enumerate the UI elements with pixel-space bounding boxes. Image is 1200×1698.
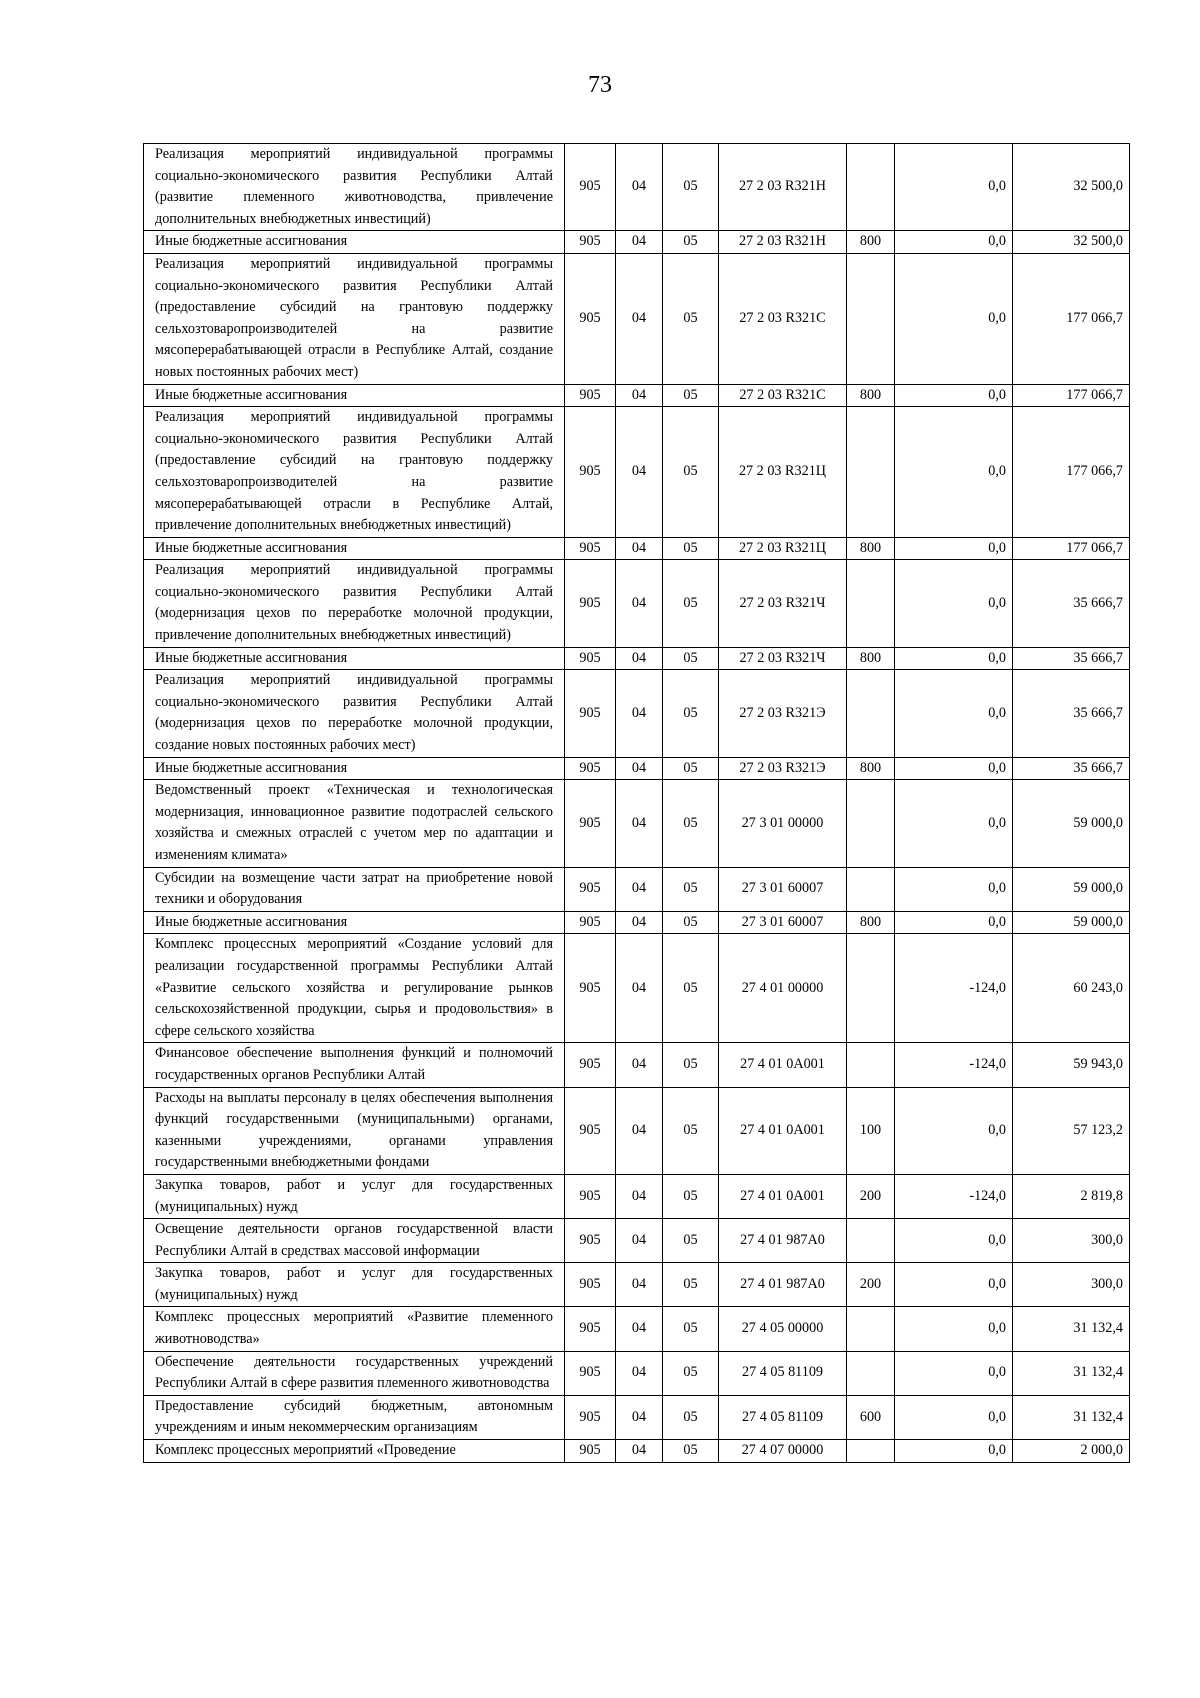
expense-type-cell <box>847 560 895 647</box>
target-article-cell: 27 3 01 60007 <box>719 867 847 911</box>
change-amount-cell: 0,0 <box>895 867 1013 911</box>
expense-type-cell: 100 <box>847 1087 895 1174</box>
ministry-code-cell: 905 <box>565 647 616 670</box>
ministry-code-cell: 905 <box>565 1395 616 1439</box>
subsection-code-cell: 05 <box>663 1351 719 1395</box>
change-amount-cell: 0,0 <box>895 1440 1013 1463</box>
total-amount-cell: 300,0 <box>1013 1263 1130 1307</box>
table-row <box>144 647 1130 670</box>
total-amount-cell: 59 000,0 <box>1013 911 1130 934</box>
total-amount-cell: 57 123,2 <box>1013 1087 1130 1174</box>
expense-type-cell <box>847 934 895 1043</box>
expense-type-cell: 200 <box>847 1263 895 1307</box>
section-code-cell: 04 <box>616 560 663 647</box>
row-name-cell: Закупка товаров, работ и услуг для государственных (муниципальных) нужд <box>144 1174 565 1218</box>
expense-type-cell <box>847 1351 895 1395</box>
row-name-cell: Субсидии на возмещение части затрат на приобретение новой техники и оборудования <box>144 867 565 911</box>
ministry-code-cell: 905 <box>565 231 616 254</box>
change-amount-cell: -124,0 <box>895 934 1013 1043</box>
ministry-code-cell: 905 <box>565 867 616 911</box>
expense-type-cell <box>847 1440 895 1463</box>
subsection-code-cell: 05 <box>663 1174 719 1218</box>
ministry-code-cell: 905 <box>565 911 616 934</box>
subsection-code-cell: 05 <box>663 757 719 780</box>
expense-type-cell <box>847 867 895 911</box>
ministry-code-cell: 905 <box>565 560 616 647</box>
subsection-code-cell: 05 <box>663 780 719 867</box>
section-code-cell: 04 <box>616 867 663 911</box>
target-article-cell: 27 2 03 R321С <box>719 384 847 407</box>
section-code-cell: 04 <box>616 1263 663 1307</box>
table-row <box>144 537 1130 560</box>
row-name-cell: Закупка товаров, работ и услуг для государственных (муниципальных) нужд <box>144 1263 565 1307</box>
section-code-cell: 04 <box>616 647 663 670</box>
ministry-code-cell: 905 <box>565 1043 616 1087</box>
section-code-cell: 04 <box>616 757 663 780</box>
target-article-cell: 27 3 01 60007 <box>719 911 847 934</box>
section-code-cell: 04 <box>616 1395 663 1439</box>
target-article-cell: 27 2 03 R321Ц <box>719 537 847 560</box>
subsection-code-cell: 05 <box>663 253 719 384</box>
table-row <box>144 1440 1130 1463</box>
row-name-cell: Финансовое обеспечение выполнения функций и полномочий государственных органов Республики Алтай <box>144 1043 565 1087</box>
row-name-cell: Иные бюджетные ассигнования <box>144 231 565 254</box>
subsection-code-cell: 05 <box>663 911 719 934</box>
target-article-cell: 27 2 03 R321Н <box>719 144 847 231</box>
total-amount-cell: 35 666,7 <box>1013 647 1130 670</box>
table-row <box>144 560 1130 647</box>
row-name-cell: Предоставление субсидий бюджетным, автономным учреждениям и иным некоммерческим организациям <box>144 1395 565 1439</box>
table-row <box>144 231 1130 254</box>
target-article-cell: 27 2 03 R321Э <box>719 670 847 757</box>
target-article-cell: 27 2 03 R321Ц <box>719 407 847 538</box>
subsection-code-cell: 05 <box>663 647 719 670</box>
expense-type-cell <box>847 780 895 867</box>
ministry-code-cell: 905 <box>565 1263 616 1307</box>
section-code-cell: 04 <box>616 407 663 538</box>
total-amount-cell: 59 943,0 <box>1013 1043 1130 1087</box>
subsection-code-cell: 05 <box>663 934 719 1043</box>
section-code-cell: 04 <box>616 144 663 231</box>
ministry-code-cell: 905 <box>565 384 616 407</box>
expense-type-cell: 800 <box>847 647 895 670</box>
total-amount-cell: 2 000,0 <box>1013 1440 1130 1463</box>
expense-type-cell: 200 <box>847 1174 895 1218</box>
expense-type-cell: 800 <box>847 231 895 254</box>
change-amount-cell: 0,0 <box>895 780 1013 867</box>
change-amount-cell: 0,0 <box>895 1307 1013 1351</box>
change-amount-cell: 0,0 <box>895 670 1013 757</box>
table-row <box>144 407 1130 538</box>
subsection-code-cell: 05 <box>663 1219 719 1263</box>
table-row <box>144 934 1130 1043</box>
total-amount-cell: 177 066,7 <box>1013 253 1130 384</box>
table-row <box>144 384 1130 407</box>
total-amount-cell: 59 000,0 <box>1013 867 1130 911</box>
expense-type-cell <box>847 1307 895 1351</box>
target-article-cell: 27 4 01 987А0 <box>719 1263 847 1307</box>
section-code-cell: 04 <box>616 934 663 1043</box>
total-amount-cell: 31 132,4 <box>1013 1351 1130 1395</box>
expense-type-cell <box>847 144 895 231</box>
section-code-cell: 04 <box>616 231 663 254</box>
section-code-cell: 04 <box>616 1043 663 1087</box>
section-code-cell: 04 <box>616 1351 663 1395</box>
expense-type-cell <box>847 1219 895 1263</box>
target-article-cell: 27 4 07 00000 <box>719 1440 847 1463</box>
expense-type-cell: 800 <box>847 537 895 560</box>
row-name-cell: Реализация мероприятий индивидуальной программы социально-экономического развития Республики Алтай (развитие племенного животноводства, привлечение дополнительных внебюджетных инвестиций) <box>144 144 565 231</box>
total-amount-cell: 177 066,7 <box>1013 537 1130 560</box>
table-row <box>144 911 1130 934</box>
table-row <box>144 1263 1130 1307</box>
section-code-cell: 04 <box>616 1307 663 1351</box>
ministry-code-cell: 905 <box>565 253 616 384</box>
table-row <box>144 1351 1130 1395</box>
target-article-cell: 27 2 03 R321С <box>719 253 847 384</box>
total-amount-cell: 300,0 <box>1013 1219 1130 1263</box>
row-name-cell: Иные бюджетные ассигнования <box>144 537 565 560</box>
ministry-code-cell: 905 <box>565 1351 616 1395</box>
expense-type-cell <box>847 407 895 538</box>
subsection-code-cell: 05 <box>663 560 719 647</box>
page-number: 73 <box>588 72 612 98</box>
change-amount-cell: 0,0 <box>895 1351 1013 1395</box>
change-amount-cell: 0,0 <box>895 560 1013 647</box>
change-amount-cell: 0,0 <box>895 144 1013 231</box>
subsection-code-cell: 05 <box>663 144 719 231</box>
row-name-cell: Расходы на выплаты персоналу в целях обеспечения выполнения функций государственными (муниципальными) органами, казенными учреждениями, органами управления государственными внебюджетными фондами <box>144 1087 565 1174</box>
target-article-cell: 27 4 01 0А001 <box>719 1087 847 1174</box>
change-amount-cell: 0,0 <box>895 384 1013 407</box>
section-code-cell: 04 <box>616 1440 663 1463</box>
change-amount-cell: 0,0 <box>895 231 1013 254</box>
table-row <box>144 780 1130 867</box>
total-amount-cell: 35 666,7 <box>1013 757 1130 780</box>
subsection-code-cell: 05 <box>663 1440 719 1463</box>
change-amount-cell: 0,0 <box>895 407 1013 538</box>
ministry-code-cell: 905 <box>565 1307 616 1351</box>
change-amount-cell: 0,0 <box>895 253 1013 384</box>
table-row <box>144 1087 1130 1174</box>
row-name-cell: Реализация мероприятий индивидуальной программы социально-экономического развития Республики Алтай (предоставление субсидий на грантовую поддержку сельхозтоваропроизводителей на развитие мясоперерабатывающей отрасли в Республике Алтай, привлечение дополнительных внебюджетных инвестиций) <box>144 407 565 538</box>
subsection-code-cell: 05 <box>663 1263 719 1307</box>
target-article-cell: 27 4 01 0А001 <box>719 1043 847 1087</box>
ministry-code-cell: 905 <box>565 407 616 538</box>
change-amount-cell: 0,0 <box>895 911 1013 934</box>
total-amount-cell: 31 132,4 <box>1013 1307 1130 1351</box>
total-amount-cell: 177 066,7 <box>1013 407 1130 538</box>
total-amount-cell: 35 666,7 <box>1013 560 1130 647</box>
ministry-code-cell: 905 <box>565 1087 616 1174</box>
expense-type-cell: 800 <box>847 757 895 780</box>
section-code-cell: 04 <box>616 1087 663 1174</box>
expense-type-cell <box>847 253 895 384</box>
target-article-cell: 27 4 05 00000 <box>719 1307 847 1351</box>
row-name-cell: Комплекс процессных мероприятий «Развитие племенного животноводства» <box>144 1307 565 1351</box>
total-amount-cell: 35 666,7 <box>1013 670 1130 757</box>
total-amount-cell: 31 132,4 <box>1013 1395 1130 1439</box>
target-article-cell: 27 4 01 0А001 <box>719 1174 847 1218</box>
row-name-cell: Иные бюджетные ассигнования <box>144 647 565 670</box>
total-amount-cell: 32 500,0 <box>1013 231 1130 254</box>
section-code-cell: 04 <box>616 670 663 757</box>
target-article-cell: 27 4 01 00000 <box>719 934 847 1043</box>
subsection-code-cell: 05 <box>663 231 719 254</box>
ministry-code-cell: 905 <box>565 934 616 1043</box>
ministry-code-cell: 905 <box>565 144 616 231</box>
change-amount-cell: 0,0 <box>895 1219 1013 1263</box>
target-article-cell: 27 2 03 R321Ч <box>719 647 847 670</box>
table-row <box>144 757 1130 780</box>
ministry-code-cell: 905 <box>565 1440 616 1463</box>
change-amount-cell: 0,0 <box>895 537 1013 560</box>
target-article-cell: 27 4 01 987А0 <box>719 1219 847 1263</box>
change-amount-cell: 0,0 <box>895 1263 1013 1307</box>
budget-table <box>143 143 1130 1463</box>
row-name-cell: Комплекс процессных мероприятий «Проведение <box>144 1440 565 1463</box>
total-amount-cell: 59 000,0 <box>1013 780 1130 867</box>
table-row <box>144 670 1130 757</box>
ministry-code-cell: 905 <box>565 670 616 757</box>
total-amount-cell: 2 819,8 <box>1013 1174 1130 1218</box>
table-row <box>144 867 1130 911</box>
ministry-code-cell: 905 <box>565 757 616 780</box>
subsection-code-cell: 05 <box>663 1087 719 1174</box>
change-amount-cell: -124,0 <box>895 1174 1013 1218</box>
table-row <box>144 1307 1130 1351</box>
change-amount-cell: -124,0 <box>895 1043 1013 1087</box>
ministry-code-cell: 905 <box>565 537 616 560</box>
row-name-cell: Обеспечение деятельности государственных учреждений Республики Алтай в сфере развития племенного животноводства <box>144 1351 565 1395</box>
total-amount-cell: 60 243,0 <box>1013 934 1130 1043</box>
row-name-cell: Освещение деятельности органов государственной власти Республики Алтай в средствах массовой информации <box>144 1219 565 1263</box>
row-name-cell: Реализация мероприятий индивидуальной программы социально-экономического развития Республики Алтай (предоставление субсидий на грантовую поддержку сельхозтоваропроизводителей на развитие мясоперерабатывающей отрасли в Республике Алтай, создание новых постоянных рабочих мест) <box>144 253 565 384</box>
target-article-cell: 27 4 05 81109 <box>719 1351 847 1395</box>
target-article-cell: 27 2 03 R321Э <box>719 757 847 780</box>
section-code-cell: 04 <box>616 780 663 867</box>
row-name-cell: Комплекс процессных мероприятий «Создание условий для реализации государственной программы Республики Алтай «Развитие сельского хозяйства и регулирование рынков сельскохозяйственной продукции, сырья и продовольствия» в сфере сельского хозяйства <box>144 934 565 1043</box>
subsection-code-cell: 05 <box>663 867 719 911</box>
table-body <box>144 144 1130 1463</box>
ministry-code-cell: 905 <box>565 780 616 867</box>
row-name-cell: Иные бюджетные ассигнования <box>144 384 565 407</box>
target-article-cell: 27 2 03 R321Н <box>719 231 847 254</box>
section-code-cell: 04 <box>616 253 663 384</box>
change-amount-cell: 0,0 <box>895 757 1013 780</box>
section-code-cell: 04 <box>616 1174 663 1218</box>
subsection-code-cell: 05 <box>663 1043 719 1087</box>
expense-type-cell: 800 <box>847 384 895 407</box>
expense-type-cell <box>847 1043 895 1087</box>
row-name-cell: Реализация мероприятий индивидуальной программы социально-экономического развития Республики Алтай (модернизация цехов по переработке молочной продукции, создание новых постоянных рабочих мест) <box>144 670 565 757</box>
table-row <box>144 1174 1130 1218</box>
subsection-code-cell: 05 <box>663 1395 719 1439</box>
change-amount-cell: 0,0 <box>895 1087 1013 1174</box>
section-code-cell: 04 <box>616 911 663 934</box>
section-code-cell: 04 <box>616 1219 663 1263</box>
row-name-cell: Иные бюджетные ассигнования <box>144 911 565 934</box>
target-article-cell: 27 3 01 00000 <box>719 780 847 867</box>
row-name-cell: Иные бюджетные ассигнования <box>144 757 565 780</box>
section-code-cell: 04 <box>616 384 663 407</box>
subsection-code-cell: 05 <box>663 537 719 560</box>
subsection-code-cell: 05 <box>663 384 719 407</box>
expense-type-cell: 800 <box>847 911 895 934</box>
table-row <box>144 144 1130 231</box>
table-row <box>144 253 1130 384</box>
table-row <box>144 1043 1130 1087</box>
ministry-code-cell: 905 <box>565 1219 616 1263</box>
target-article-cell: 27 4 05 81109 <box>719 1395 847 1439</box>
total-amount-cell: 177 066,7 <box>1013 384 1130 407</box>
subsection-code-cell: 05 <box>663 407 719 538</box>
table-row <box>144 1219 1130 1263</box>
subsection-code-cell: 05 <box>663 670 719 757</box>
subsection-code-cell: 05 <box>663 1307 719 1351</box>
table-row <box>144 1395 1130 1439</box>
ministry-code-cell: 905 <box>565 1174 616 1218</box>
row-name-cell: Реализация мероприятий индивидуальной программы социально-экономического развития Республики Алтай (модернизация цехов по переработке молочной продукции, привлечение дополнительных внебюджетных инвестиций) <box>144 560 565 647</box>
change-amount-cell: 0,0 <box>895 1395 1013 1439</box>
total-amount-cell: 32 500,0 <box>1013 144 1130 231</box>
section-code-cell: 04 <box>616 537 663 560</box>
row-name-cell: Ведомственный проект «Техническая и технологическая модернизация, инновационное развитие подотраслей сельского хозяйства и смежных отраслей с учетом мер по адаптации и изменениям климата» <box>144 780 565 867</box>
expense-type-cell <box>847 670 895 757</box>
expense-type-cell: 600 <box>847 1395 895 1439</box>
change-amount-cell: 0,0 <box>895 647 1013 670</box>
target-article-cell: 27 2 03 R321Ч <box>719 560 847 647</box>
